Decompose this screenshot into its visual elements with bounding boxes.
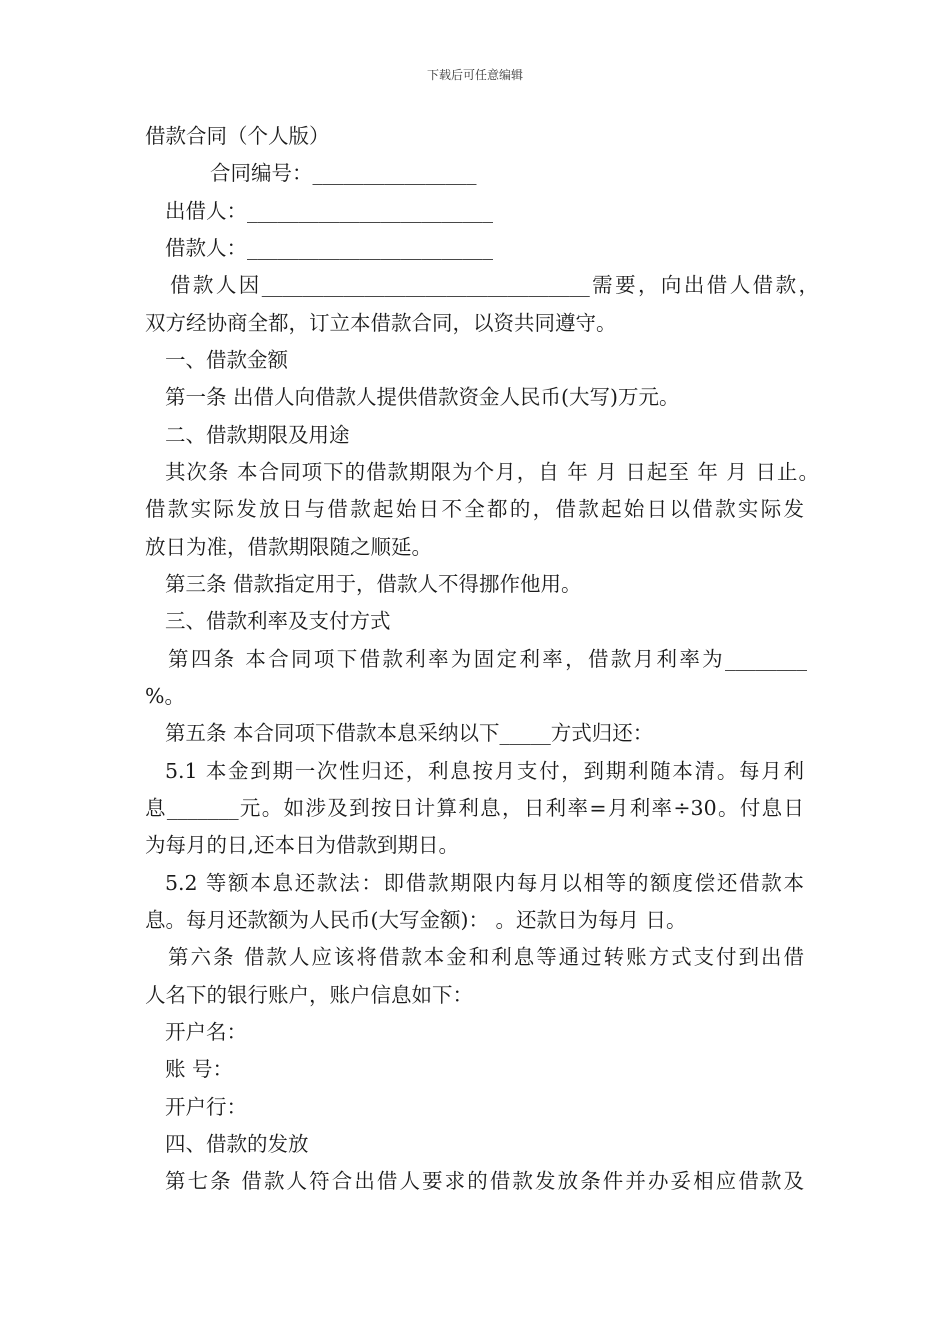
section-heading: 四、借款的发放: [165, 1132, 309, 1156]
lender-line: 出借人：________________________: [165, 199, 493, 223]
section-heading: 三、借款利率及支付方式: [165, 609, 391, 633]
paragraph-line: 第四条 本合同项下借款利率为固定利率，借款月利率为________: [168, 647, 807, 671]
paragraph-line: 息。每月还款额为人民币(大写金额)： 。还款日为每月 日。: [145, 908, 687, 932]
paragraph-line: 第一条 出借人向借款人提供借款资金人民币(大写)万元。: [165, 385, 680, 409]
page-header: 下载后可任意编辑: [426, 68, 523, 82]
paragraph-line: 其次条 本合同项下的借款期限为个月，自 年 月 日起至 年 月 日止。: [165, 460, 819, 484]
paragraph-line: 5.2 等额本息还款法：即借款期限内每月以相等的额度偿还借款本: [165, 871, 804, 895]
paragraph-line: 为每月的日,还本日为借款到期日。: [145, 833, 460, 857]
paragraph-line: 借款实际发放日与借款起始日不全都的，借款起始日以借款实际发: [145, 497, 804, 521]
paragraph-line: 借款人因________________________________需要，向出借人借款，: [170, 273, 819, 297]
paragraph-line: 第三条 借款指定用于，借款人不得挪作他用。: [165, 572, 582, 596]
paragraph-line: 双方经协商全都，订立本借款合同，以资共同遵守。: [145, 311, 617, 335]
account-name-line: 开户名：: [165, 1020, 247, 1044]
paragraph-line: 息_______元。如涉及到按日计算利息，日利率=月利率÷30。付息日: [145, 796, 804, 820]
account-number-line: 账 号：: [165, 1057, 234, 1081]
section-heading: 二、借款期限及用途: [165, 423, 350, 447]
bank-line: 开户行：: [165, 1095, 247, 1119]
paragraph-line: 放日为准，借款期限随之顺延。: [145, 535, 432, 559]
paragraph-line: 第七条 借款人符合出借人要求的借款发放条件并办妥相应借款及: [165, 1169, 804, 1193]
paragraph-line: %。: [145, 684, 185, 708]
paragraph-line: 第五条 本合同项下借款本息采纳以下_____方式归还：: [165, 721, 654, 745]
section-heading: 一、借款金额: [165, 348, 288, 372]
paragraph-line: 人名下的银行账户，账户信息如下：: [145, 983, 473, 1007]
contract-number-line: 合同编号：________________: [210, 161, 477, 185]
borrower-line: 借款人：________________________: [165, 236, 493, 260]
document-title: 借款合同（个人版）: [145, 124, 330, 148]
paragraph-line: 5.1 本金到期一次性归还，利息按月支付，到期利随本清。每月利: [165, 759, 804, 783]
paragraph-line: 第六条 借款人应该将借款本金和利息等通过转账方式支付到出借: [168, 945, 804, 969]
